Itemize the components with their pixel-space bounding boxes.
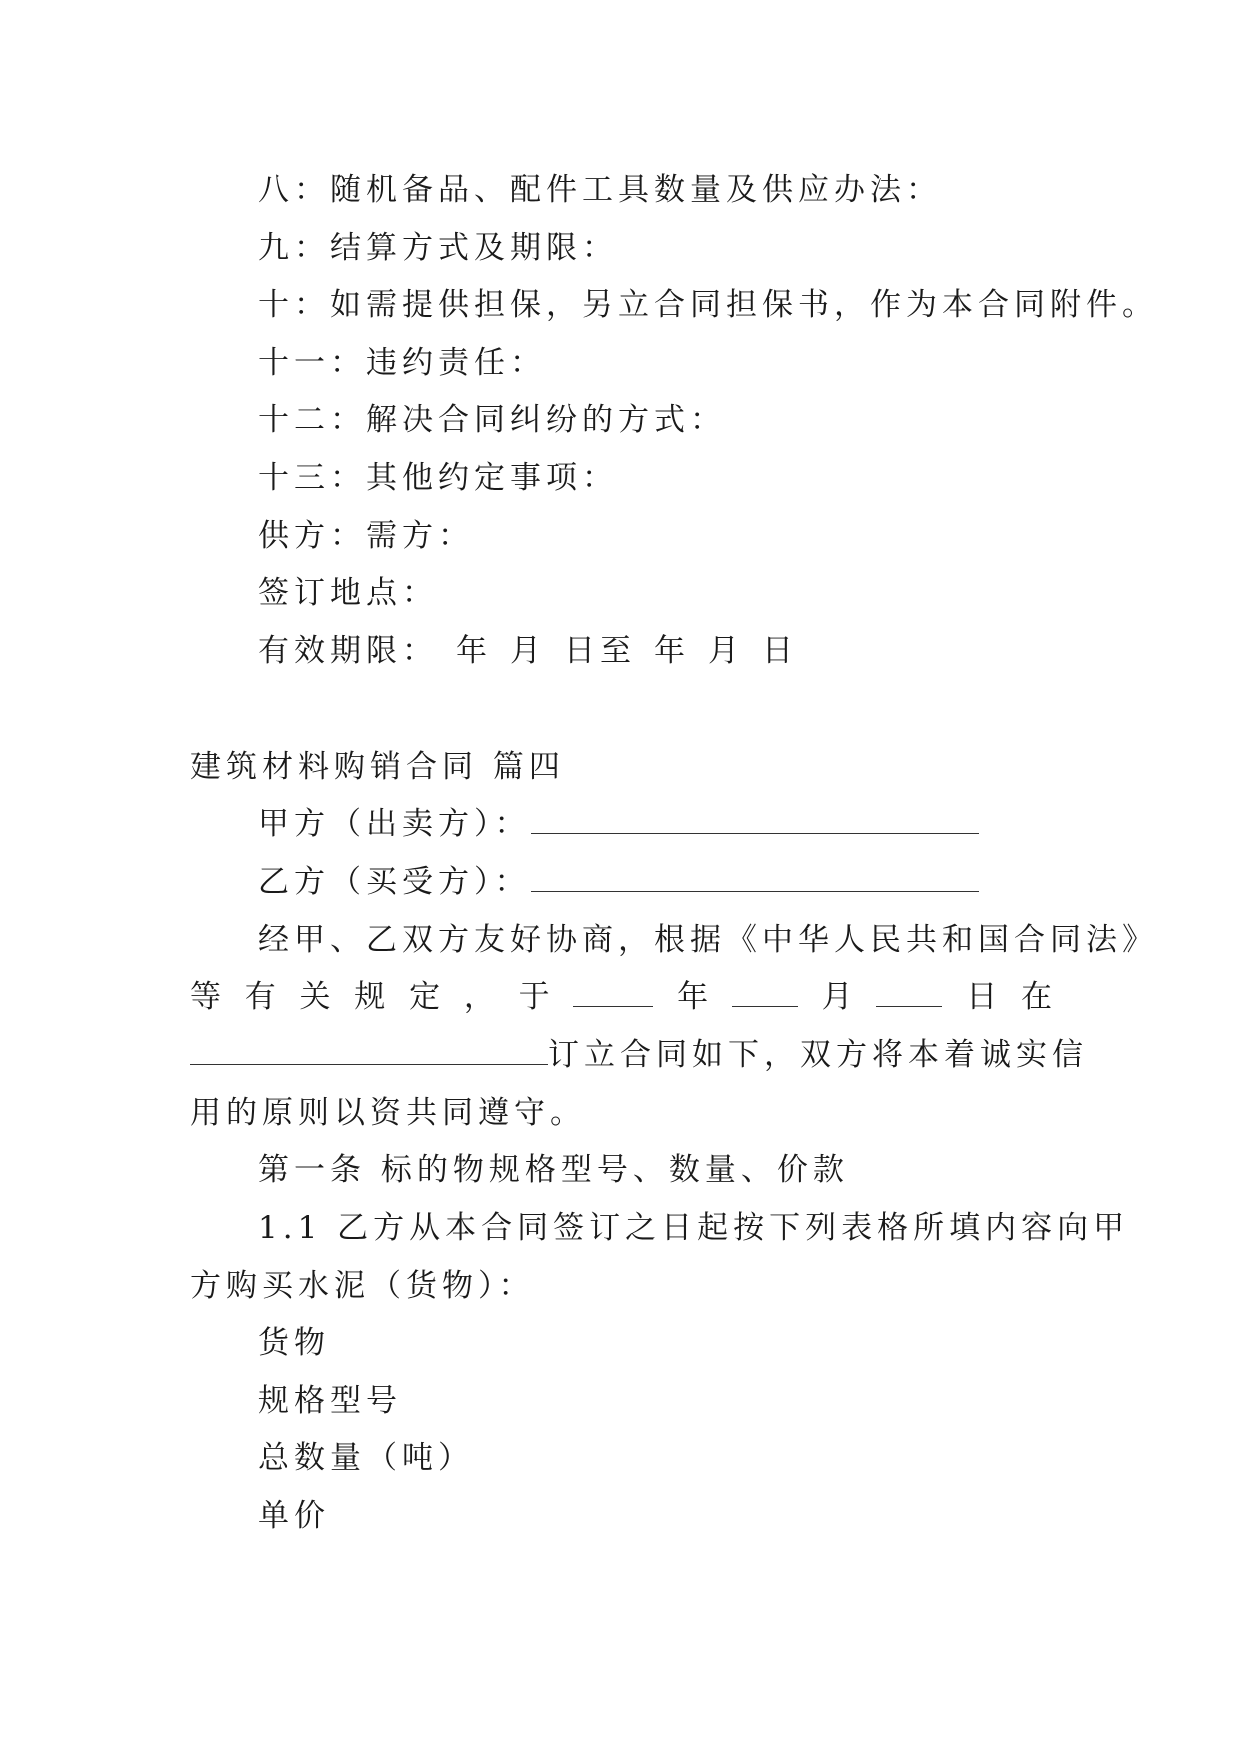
intro-word: 于 [518, 979, 550, 1015]
validity-day-1: 日至 [564, 633, 636, 669]
intro-word: 有 [244, 979, 276, 1015]
intro-word: 月 [821, 979, 853, 1015]
clause-10: 十：如需提供担保，另立合同担保书，作为本合同附件。 [258, 287, 1158, 323]
intro-word: 年 [677, 979, 709, 1015]
location-blank[interactable] [190, 1038, 548, 1065]
party-a-label: 甲方（出卖方）： [258, 806, 531, 842]
party-b-label: 乙方（买受方）： [258, 864, 531, 900]
intro-line-4: 用的原则以资共同遵守。 [190, 1095, 586, 1131]
intro-line-3-text: 订立合同如下，双方将本着诚实信 [548, 1037, 1088, 1073]
intro-word: 关 [299, 979, 331, 1015]
clause-12: 十二：解决合同纠纷的方式： [258, 402, 726, 438]
table-item-goods: 货物 [258, 1325, 330, 1361]
clause-1-1-line-2: 方购买水泥（货物）： [190, 1268, 535, 1304]
intro-word: ， [463, 979, 495, 1015]
month-blank[interactable] [732, 980, 798, 1007]
intro-line-3 [190, 1035, 1088, 1075]
party-a-blank[interactable] [531, 807, 979, 834]
intro-word: 等 [190, 979, 221, 1015]
article-1-title: 第一条 标的物规格型号、数量、价款 [258, 1152, 849, 1188]
party-a-line [258, 804, 979, 844]
supplier-buyer-line: 供方：需方： [258, 518, 474, 554]
validity-day-2: 日 [762, 633, 798, 669]
clause-13: 十三：其他约定事项： [258, 460, 618, 496]
table-item-quantity: 总数量（吨） [258, 1440, 474, 1476]
validity-period [258, 631, 798, 671]
party-b-blank[interactable] [531, 865, 979, 892]
party-b-line [258, 862, 979, 902]
validity-month-1: 月 [510, 633, 546, 669]
year-blank[interactable] [573, 980, 653, 1007]
section-title: 建筑材料购销合同 篇四 [190, 749, 565, 785]
validity-month-2: 月 [708, 633, 744, 669]
validity-label: 有效期限： [258, 633, 438, 669]
table-item-spec: 规格型号 [258, 1383, 402, 1419]
intro-word: 定 [409, 979, 441, 1015]
validity-year-2: 年 [654, 633, 690, 669]
clause-9: 九：结算方式及期限： [258, 230, 618, 266]
intro-line-1: 经甲、乙双方友好协商，根据《中华人民共和国合同法》 [258, 922, 1158, 958]
day-blank[interactable] [876, 980, 942, 1007]
clause-1-1-line-1: 1.1 乙方从本合同签订之日起按下列表格所填内容向甲 [258, 1210, 1130, 1246]
intro-word: 规 [354, 979, 386, 1015]
intro-word: 日 [966, 979, 998, 1015]
intro-line-2 [190, 977, 1052, 1017]
table-item-unit-price: 单价 [258, 1498, 330, 1534]
clause-8: 八：随机备品、配件工具数量及供应办法： [258, 172, 942, 208]
intro-word: 在 [1020, 979, 1052, 1015]
signing-place: 签订地点： [258, 575, 438, 611]
clause-11: 十一：违约责任： [258, 345, 546, 381]
validity-year-1: 年 [456, 633, 492, 669]
